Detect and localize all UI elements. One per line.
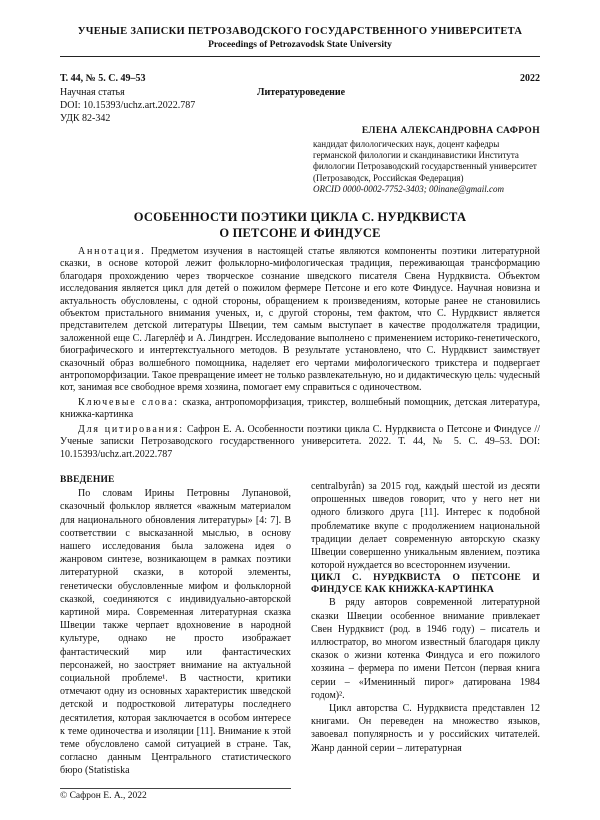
author-affiliation xyxy=(313,139,543,195)
article-type: Научная статья xyxy=(60,87,125,98)
title-line-2: О ПЕТСОНЕ И ФИНДУСЕ xyxy=(219,226,381,240)
affiliation-text: кандидат филологических наук, доцент кафедры германской филологии и скандинавистики Института филологии Петрозаводский государственный университет (Петрозаводск, Российская Федерация) xyxy=(313,139,537,183)
article-title xyxy=(60,209,540,241)
left-column xyxy=(60,474,291,778)
copyright: © Сафрон Е. А., 2022 xyxy=(60,791,147,801)
journal-title-en: Proceedings of Petrozavodsk State University xyxy=(208,40,392,50)
citation xyxy=(60,424,540,461)
abstract xyxy=(60,246,540,395)
journal-title: УЧЕНЫЕ ЗАПИСКИ ПЕТРОЗАВОДСКОГО ГОСУДАРСТВЕННОГО УНИВЕРСИТЕТА xyxy=(77,26,523,37)
right-column xyxy=(311,480,540,755)
volume-info: Т. 44, № 5. С. 49–53 xyxy=(60,73,146,84)
intro-paragraph-continued: centralbyrån) за 2015 год, каждый шестой из десяти опрошенных шведов говорит, что у него нет ни одного близкого друга [11]. Интерес к подобной проблематике вкупе с продолжением национальной традиции делает современную авторскую сказку Швеции совершенно уникальным явлением, поэтика которой нуждается во всестороннем изучении. xyxy=(311,481,540,572)
keywords xyxy=(60,397,540,422)
cycle-paragraph-2: Цикл авторства С. Нурдквиста представлен 12 книгами. Он переведен на множество языков, завоевал популярность и у российских читателей. Жанр данной серии – литературная xyxy=(311,703,540,754)
footnote-rule xyxy=(60,788,291,789)
udk: УДК 82-342 xyxy=(60,113,111,124)
doi: DOI: 10.15393/uchz.art.2022.787 xyxy=(60,100,196,111)
keywords-label: Ключевые слова: xyxy=(78,396,179,408)
orcid-email: ORCID 0000-0002-7752-3403; 00inane@gmail.com xyxy=(313,183,505,194)
citation-text: Сафрон Е. А. Особенности поэтики цикла С. Нурдквиста о Петсоне и Финдусе // Ученые записки Петрозаводского государственного университета. 2022. Т. 44, № 5. С. 49–53. DOI: 10.15393/uchz.art.2022.787 xyxy=(60,423,540,460)
abstract-block xyxy=(60,246,540,461)
author-name: ЕЛЕНА АЛЕКСАНДРОВНА САФРОН xyxy=(361,126,540,136)
intro-paragraph: По словам Ирины Петровны Лупановой, сказочный фольклор является «важным материалом для национального обновления литературы» [4: 7]. В соответствии с высказанной мыслью, в основу нашего исследования была заложена идея о жанровом синтезе, возникающем в рамках поэтики литературной сказки, в которой элементы, генетически обусловленные мифом и фольклорной сказкой, соединяются с индивидуально-авторской картиной мира. Современная литературная сказка Швеции также черпает вдохновение в народной культуре, однако не просто изображает фантастический мир или фантастических персонажей, но заостряет внимание на актуальной социальной проблеме¹. В частности, критики отмечают одну из основных характеристик шведской детской и подростковой литературы последнего десятилетия, которая заключается в особом интересе к теме одиночества и изоляции [11]. Внимание к этой теме обусловлено самой ситуацией в стране. Так, согласно данным Центрального статистического бюро (Statistiska xyxy=(60,488,291,777)
cycle-paragraph-1: В ряду авторов современной литературной сказки Швеции особенное внимание привлекает Свен Нурдквист (род. в 1946 году) – писатель и иллюстратор, во многом известный благодаря циклу сказок о жизни котенка Финдуса и его пожилого хозяина – фермера по имени Петсон (первая книга серии – «Именинный пирог» датирована 1984 годом)². xyxy=(311,597,540,701)
section-heading-intro: ВВЕДЕНИЕ xyxy=(60,475,115,485)
abstract-text: Предметом изучения в настоящей статье являются компоненты поэтики литературной сказки, в основе которой лежит фольклорно-мифологическая традиция, переживающая трансформацию благодаря прохождению через творческое сознание шведского писателя Свена Нурдквиста. Объектом исследования является цикл для детей о пожилом фермере Петсоне и его коте Финдусе. Научная новизна и актуальность обусловлены, с одной стороны, обращением к произведениям, которые ранее не становились объектом пристального внимания ученых, и, с другой стороны, тем фактом, что С. Нурдквист является представителем детской литературы Швеции, тем самым выступает в качестве продолжателя традиции, заложенной еще С. Лагерлёф и А. Линдгрен. Исследование выполнено с применением историко-генетического, биографического и интертекстуального методов. В результате установлено, что С. Нурдквист заимствует сказочный образ волшебного помощника, наделяет его чертами мифологического трикстера и подвергает антропоморфизации. Такое превращение имеет не только развлекательную, но и дидактическую цель: чудесный кот, занимая все свободное время хозяина, помогает ему справиться с одиночеством. xyxy=(60,246,540,394)
keywords-text: сказка, антропоморфизация, трикстер, волшебный помощник, детская литература, книжка-картинка xyxy=(60,396,541,421)
section-name: Литературоведение xyxy=(257,87,346,98)
citation-label: Для цитирования: xyxy=(78,423,184,435)
title-line-1: ОСОБЕННОСТИ ПОЭТИКИ ЦИКЛА С. НУРДКВИСТА xyxy=(133,210,467,224)
header-rule xyxy=(60,56,540,57)
section-heading-cycle: ЦИКЛ С. НУРДКВИСТА О ПЕТСОНЕ И ФИНДУСЕ КАК КНИЖКА-КАРТИНКА xyxy=(311,573,540,596)
abstract-label: Аннотация. xyxy=(78,246,146,257)
year: 2022 xyxy=(520,73,540,84)
